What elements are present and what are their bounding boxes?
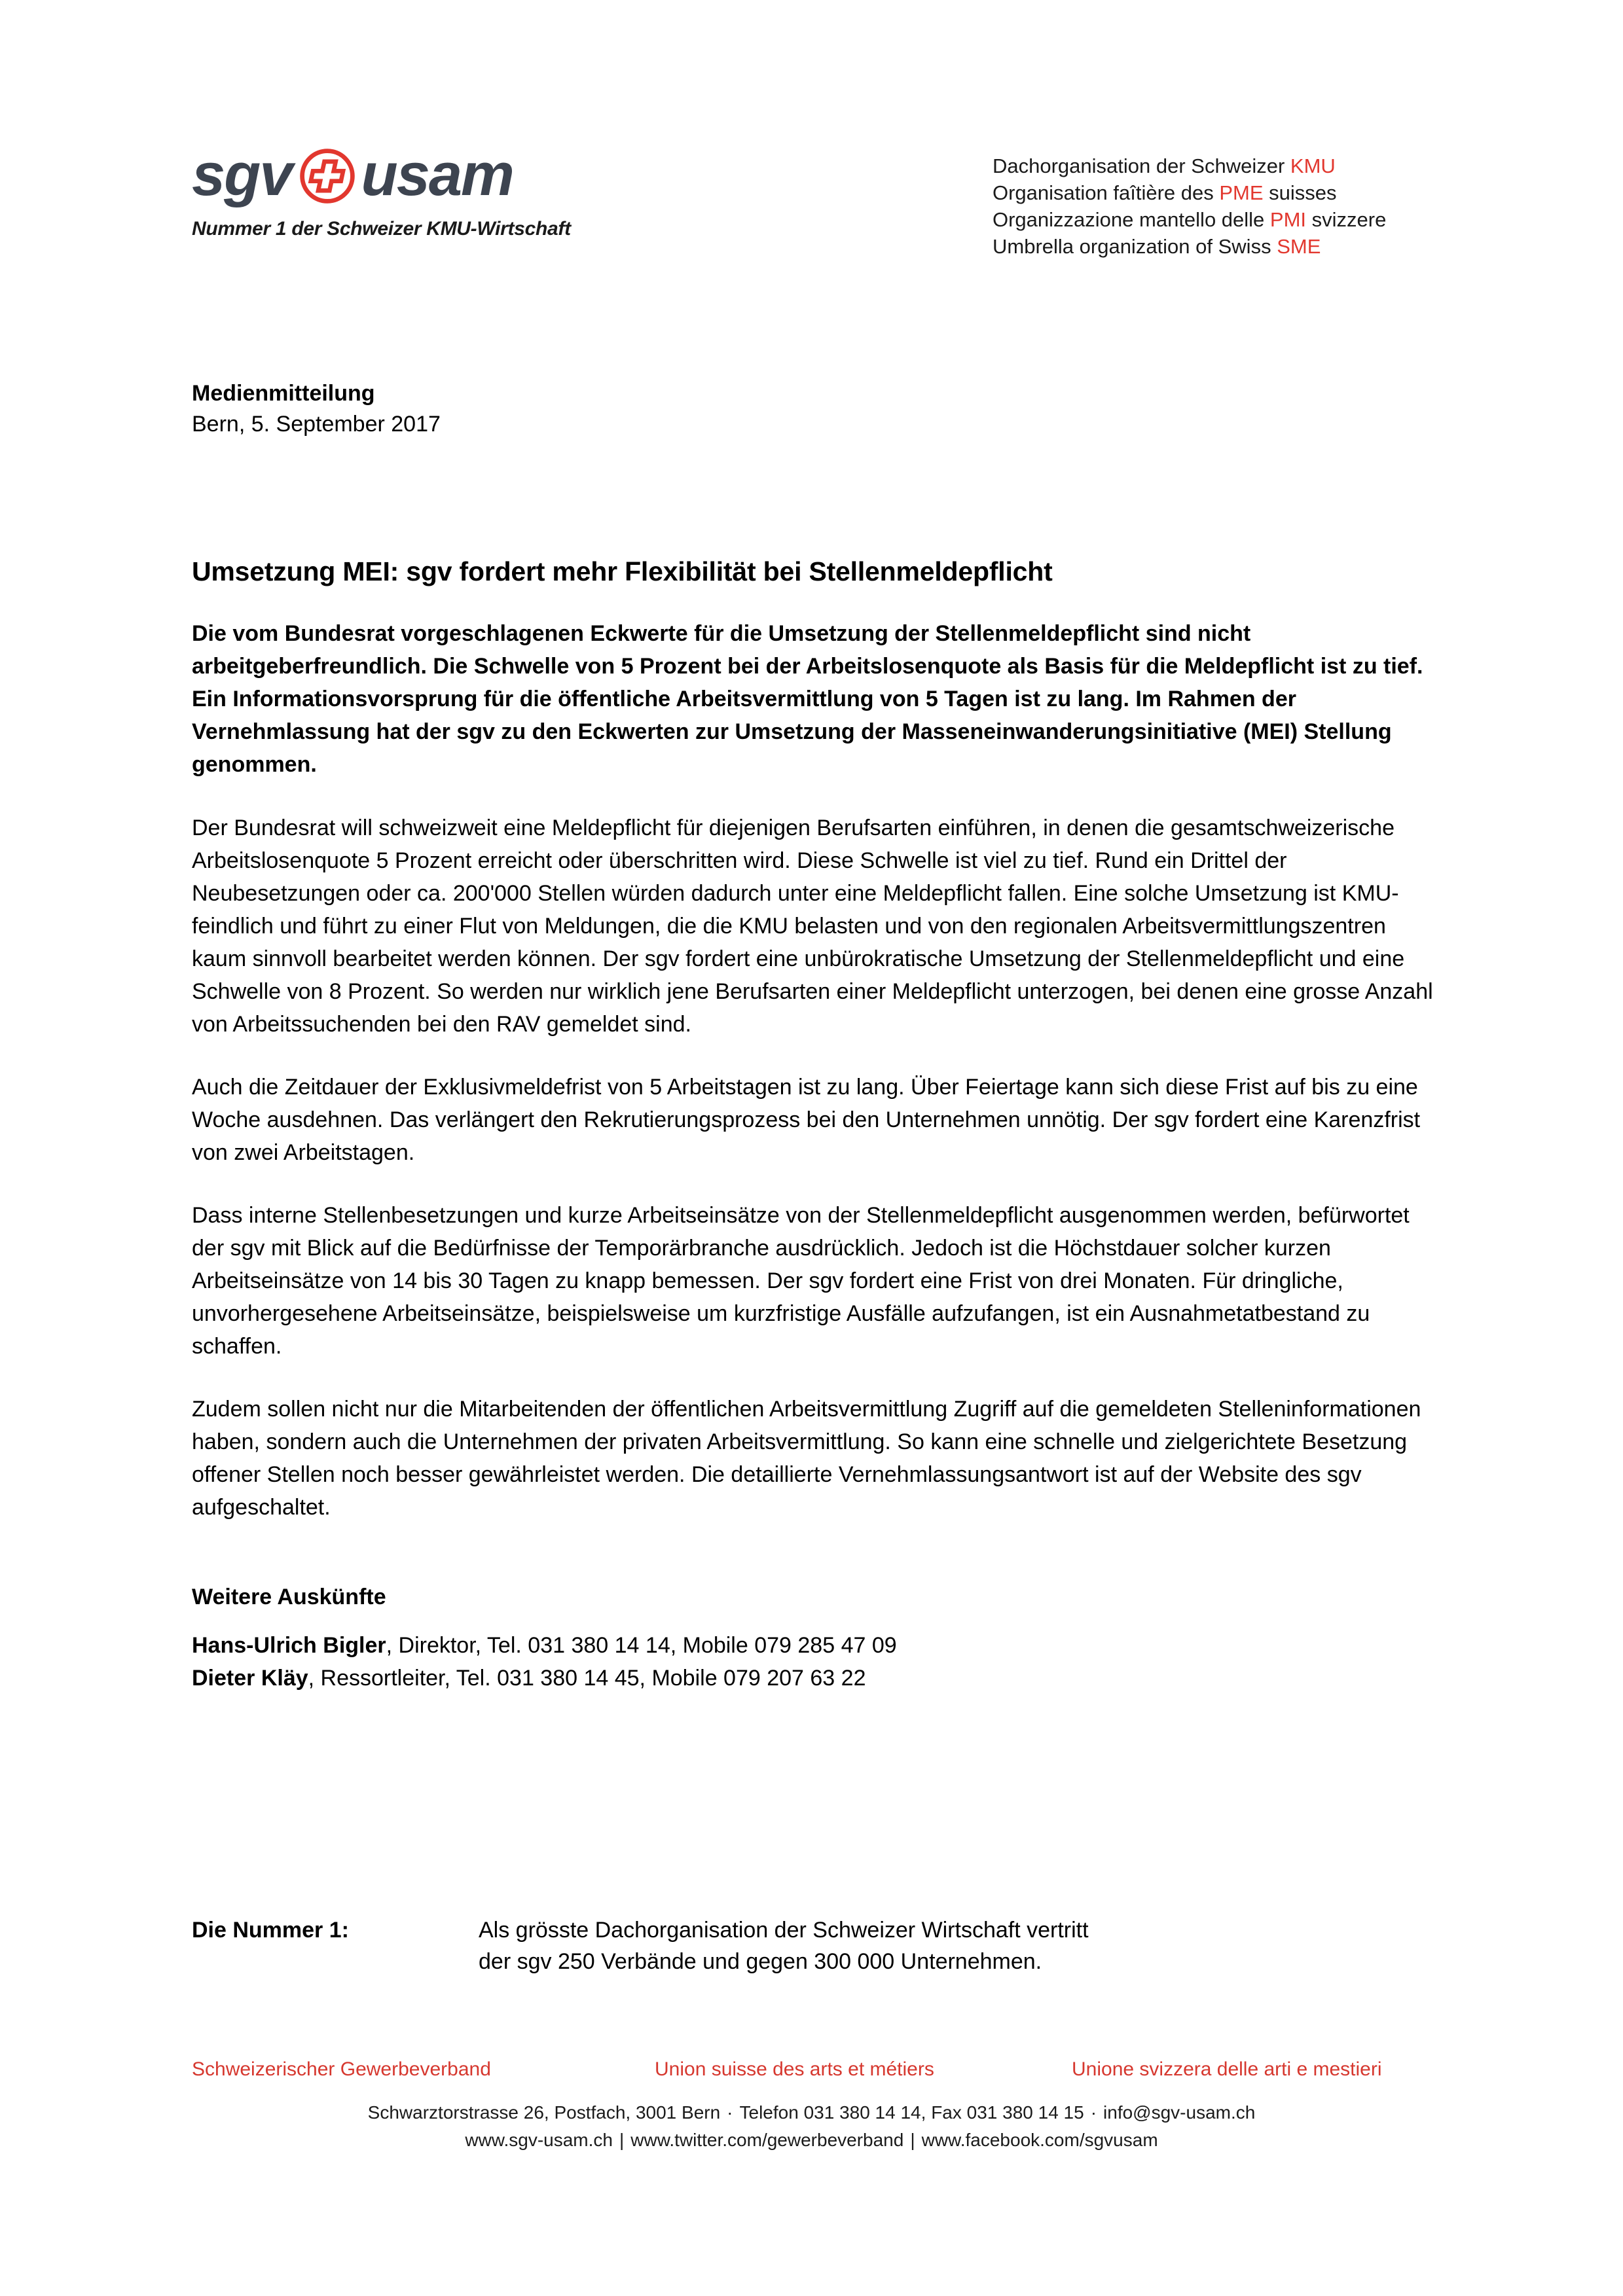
footer-twitter-link[interactable]: www.twitter.com/gewerbeverband — [630, 2130, 904, 2150]
boilerplate-line-2: der sgv 250 Verbände und gegen 300 000 Unternehmen. — [479, 1949, 1042, 1974]
lead-paragraph: Die vom Bundesrat vorgeschlagenen Eckwerte für die Umsetzung der Stellenmeldepflicht sind nicht arbeitgeberfreundlich. Die Schwelle von 5 Prozent bei der Arbeitslosenquote als Basis für die Meldepflicht ist zu tief. Ein Informationsvorsprung für die öffentliche Arbeitsvermittlung von 5 Tagen ist zu lang. Im Rahmen der Vernehmlassung hat der sgv zu den Eckwerten zur Umsetzung der Masseneinwanderungsinitiative (MEI) Stellung genommen. — [192, 621, 1423, 777]
document-footer — [0, 2058, 1623, 2154]
org-line-fr-highlight: PME — [1219, 181, 1264, 204]
footer-phone: Telefon 031 380 14 14, Fax 031 380 14 15 — [739, 2102, 1084, 2123]
swiss-cross-circle-logo-icon — [296, 145, 359, 207]
org-line-fr-suffix: suisses — [1263, 181, 1337, 204]
contact-section — [192, 1581, 1436, 1695]
body-paragraph: Zudem sollen nicht nur die Mitarbeitenden der öffentlichen Arbeitsvermittlung Zugriff auf die gemeldeten Stelleninformationen haben, sondern auch die Unternehmen der privaten Arbeitsvermittlung. So kann eine schnelle und zielgerichtete Besetzung offener Stellen noch besser gewährleistet werden. Die detaillierte Vernehmlassungsantwort ist auf der Website des sgv aufgeschaltet. — [192, 1397, 1421, 1520]
boilerplate-line-1: Als grösste Dachorganisation der Schweizer Wirtschaft vertritt — [479, 1918, 1089, 1943]
footer-address-line — [0, 2099, 1623, 2126]
org-line-de — [993, 152, 1386, 179]
footer-separator-dot: · — [727, 2102, 733, 2123]
contact-details: , Direktor, Tel. 031 380 14 14, Mobile 079 285 47 09 — [386, 1633, 897, 1658]
sgv-usam-logo — [192, 141, 598, 240]
boilerplate-block — [192, 1914, 1436, 1977]
org-line-it-highlight: PMI — [1269, 208, 1307, 231]
footer-web-line — [0, 2126, 1623, 2154]
logo-wordmark — [192, 141, 598, 209]
logo-text-sgv: sgv — [192, 141, 292, 208]
boilerplate-label: Die Nummer 1: — [192, 1918, 349, 1943]
logo-tagline: Nummer 1 der Schweizer KMU-Wirtschaft — [192, 218, 571, 240]
org-line-en — [993, 233, 1386, 260]
org-line-fr-prefix: Organisation faîtière des — [993, 181, 1220, 204]
organization-languages — [993, 152, 1386, 260]
footer-org-fr: Union suisse des arts et métiers — [655, 2058, 934, 2080]
contact-name: Dieter Kläy — [192, 1666, 308, 1691]
body-paragraph: Dass interne Stellenbesetzungen und kurze Arbeitseinsätze von der Stellenmeldepflicht ausgenommen werden, befürwortet der sgv mit Blick auf die Bedürfnisse der Temporärbranche ausdrücklich. Jedoch ist die Höchstdauer solcher kurzen Arbeitseinsätze von 14 bis 30 Tagen zu knapp bemessen. Der sgv fordert eine Frist von drei Monaten. Für dringliche, unvorhergesehene Arbeitseinsätze, beispielsweise um kurzfristige Ausfälle aufzufangen, ist ein Ausnahmetatbestand zu schaffen. — [192, 1203, 1410, 1359]
contact-row — [192, 1662, 1436, 1695]
contact-details: , Ressortleiter, Tel. 031 380 14 45, Mobile 079 207 63 22 — [308, 1666, 866, 1691]
footer-organization-names — [0, 2058, 1623, 2089]
document-meta — [192, 378, 441, 440]
footer-website-link[interactable]: www.sgv-usam.ch — [465, 2130, 613, 2150]
org-line-en-prefix: Umbrella organization of Swiss — [993, 235, 1277, 258]
contact-heading: Weitere Auskünfte — [192, 1585, 386, 1609]
contact-name: Hans-Ulrich Bigler — [192, 1633, 386, 1658]
org-line-de-prefix: Dachorganisation der Schweizer — [993, 154, 1290, 177]
body-paragraph: Auch die Zeitdauer der Exklusivmeldefrist von 5 Arbeitstagen ist zu lang. Über Feiertage kann sich diese Frist auf bis zu eine Woche ausdehnen. Das verlängert den Rekrutierungsprozess bei den Unternehmen unnötig. Der sgv fordert eine Karenzfrist von zwei Arbeitstagen. — [192, 1075, 1421, 1165]
org-line-fr — [993, 179, 1386, 206]
footer-separator-pipe: | — [910, 2130, 915, 2150]
place-and-date: Bern, 5. September 2017 — [192, 412, 441, 437]
boilerplate-text — [479, 1914, 1436, 1977]
footer-address: Schwarztorstrasse 26, Postfach, 3001 Bern — [367, 2102, 721, 2123]
org-line-it-prefix: Organizzazione mantello delle — [993, 208, 1270, 231]
footer-email-link[interactable]: info@sgv-usam.ch — [1103, 2102, 1256, 2123]
document-header — [0, 141, 1623, 278]
footer-contact-lines — [0, 2099, 1623, 2154]
footer-org-de: Schweizerischer Gewerbeverband — [192, 2058, 491, 2080]
org-line-de-highlight: KMU — [1290, 154, 1336, 177]
footer-separator-dot: · — [1090, 2102, 1097, 2123]
footer-facebook-link[interactable]: www.facebook.com/sgvusam — [921, 2130, 1158, 2150]
org-line-it — [993, 206, 1386, 233]
logo-text-usam: usam — [361, 141, 513, 208]
contact-row — [192, 1629, 1436, 1662]
org-line-it-suffix: svizzere — [1306, 208, 1387, 231]
footer-separator-pipe: | — [619, 2130, 625, 2150]
page-title: Umsetzung MEI: sgv fordert mehr Flexibilität bei Stellenmeldepflicht — [192, 556, 1053, 587]
document-type-label: Medienmitteilung — [192, 381, 375, 406]
footer-org-it: Unione svizzera delle arti e mestieri — [1072, 2058, 1382, 2080]
org-line-en-highlight: SME — [1277, 235, 1321, 258]
body-content — [192, 812, 1442, 1524]
body-paragraph: Der Bundesrat will schweizweit eine Meldepflicht für diejenigen Berufsarten einführen, in denen die gesamtschweizerische Arbeitslosenquote 5 Prozent erreicht oder überschritten wird. Diese Schwelle ist viel zu tief. Rund ein Drittel der Neubesetzungen oder ca. 200'000 Stellen würden dadurch unter eine Meldepflicht fallen. Eine solche Umsetzung ist KMU-feindlich und führt zu einer Flut von Meldungen, die die KMU belasten und von den regionalen Arbeitsvermittlungszentren kaum sinnvoll bearbeitet werden können. Der sgv fordert eine unbürokratische Umsetzung der Stellenmeldepflicht und eine Schwelle von 8 Prozent. So werden nur wirklich jene Berufsarten einer Meldepflicht unterzogen, bei denen eine grosse Anzahl von Arbeitssuchenden bei den RAV gemeldet sind. — [192, 816, 1433, 1037]
